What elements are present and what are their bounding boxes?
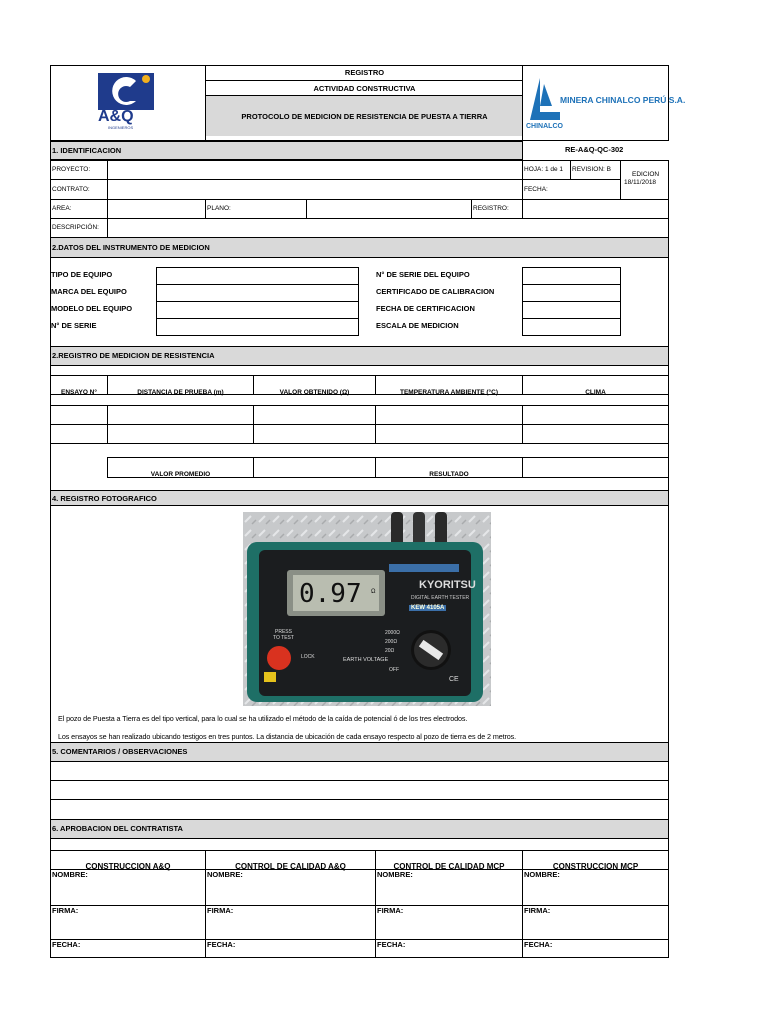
col-distancia-label: DISTANCIA DE PRUEBA (m) <box>137 389 224 396</box>
section-foto <box>50 490 669 506</box>
comentarios-line-1[interactable] <box>50 761 669 781</box>
edicion-cell <box>620 160 669 200</box>
logo-left-sub: INGENIEROS <box>108 125 134 130</box>
fecha-label-3: FECHA: <box>524 940 553 949</box>
fecha-field-3[interactable] <box>522 939 669 958</box>
contrato-field[interactable] <box>107 179 523 200</box>
aq-logo <box>96 71 156 131</box>
to-test-label: TO TEST <box>273 635 294 641</box>
section-foto-title: 4. REGISTRO FOTOGRAFICO <box>52 494 157 503</box>
actividad-cell <box>206 81 523 96</box>
aprob-col-2-label: CONTROL DE CALIDAD MCP <box>393 862 505 871</box>
registro-label-cell <box>471 199 523 219</box>
registro-field-label: REGISTRO: <box>473 205 509 212</box>
valor-promedio-field[interactable] <box>253 457 376 478</box>
table-cell[interactable] <box>107 405 254 425</box>
instrumento-right-label-3: ESCALA DE MEDICION <box>376 321 459 330</box>
hoja-cell <box>522 160 571 180</box>
table-row[interactable] <box>50 424 108 444</box>
range-label-1: 2000Ω <box>385 630 400 636</box>
escala-field[interactable] <box>522 318 621 336</box>
protocolo-cell <box>206 96 523 136</box>
registro-field[interactable] <box>522 199 669 219</box>
col-valor-label: VALOR OBTENIDO (Ω) <box>279 389 350 396</box>
col-clima-label: CLIMA <box>585 389 606 396</box>
col-temperatura-label: TEMPERATURA AMBIENTE (°C) <box>399 389 499 396</box>
foto-text-1: El pozo de Puesta a Tierra es del tipo vertical, para lo cual se ha utilizado el método de la caída de potencial ó de los tres electrodos. <box>58 714 468 723</box>
code-cell <box>522 141 669 160</box>
aprob-col-2 <box>375 850 523 870</box>
firma-field-3[interactable] <box>522 905 669 940</box>
col-valor <box>253 375 376 395</box>
section-instrumento-title: 2.DATOS DEL INSTRUMENTO DE MEDICION <box>52 243 210 252</box>
tipo-equipo-field[interactable] <box>156 267 359 285</box>
col-ensayo-label: ENSAYO N° <box>61 389 97 396</box>
area-label: AREA: <box>52 205 72 212</box>
section-medicion <box>50 346 669 366</box>
area-field[interactable] <box>107 199 206 219</box>
logo-right-sub: CHINALCO <box>526 123 563 130</box>
revision-cell <box>570 160 621 180</box>
col-distancia <box>107 375 254 395</box>
aprob-col-0-label: CONSTRUCCION A&Q <box>85 862 171 871</box>
proyecto-field[interactable] <box>107 160 523 180</box>
off-label: OFF <box>389 667 399 673</box>
contrato-label-cell <box>50 179 108 200</box>
instrumento-left-label-0: TIPO DE EQUIPO <box>51 270 113 279</box>
table-cell[interactable] <box>253 424 376 444</box>
brand-label: KYORITSU <box>419 579 476 591</box>
ce-label: CE <box>449 676 459 683</box>
aprob-col-1 <box>205 850 376 870</box>
firma-label-3: FIRMA: <box>524 906 551 915</box>
instrumento-left-label-2: MODELO DEL EQUIPO <box>51 304 133 313</box>
comentarios-line-2[interactable] <box>50 780 669 800</box>
valor-promedio-cell <box>107 457 254 478</box>
table-cell[interactable] <box>375 424 523 444</box>
certificado-field[interactable] <box>522 284 621 302</box>
fecha-field-2[interactable] <box>375 939 523 958</box>
fecha-field-0[interactable] <box>50 939 206 958</box>
firma-label-0: FIRMA: <box>52 906 79 915</box>
earth-voltage-label: EARTH VOLTAGE <box>343 657 389 663</box>
hoja-label: HOJA: 1 de 1 <box>524 166 564 173</box>
serie-equipo-field[interactable] <box>522 267 621 285</box>
chinalco-logo <box>526 76 686 134</box>
area-label-cell <box>50 199 108 219</box>
resultado-label: RESULTADO <box>429 471 469 478</box>
nombre-label-3: NOMBRE: <box>524 870 560 879</box>
comentarios-line-3[interactable] <box>50 799 669 820</box>
table-cell[interactable] <box>375 405 523 425</box>
descripcion-field[interactable] <box>107 218 669 238</box>
instrumento-left-label-1: MARCA DEL EQUIPO <box>51 287 127 296</box>
section-comentarios <box>50 742 669 762</box>
table-cell[interactable] <box>253 405 376 425</box>
fecha-cell[interactable] <box>522 179 621 200</box>
col-clima <box>522 375 669 395</box>
firma-field-1[interactable] <box>205 905 376 940</box>
actividad-label: ACTIVIDAD CONSTRUCTIVA <box>313 84 416 93</box>
model-line-label: DIGITAL EARTH TESTER <box>411 595 470 601</box>
descripcion-label: DESCRIPCIÓN: <box>52 224 99 231</box>
chinalco-logo-icon <box>526 76 562 122</box>
nombre-label-0: NOMBRE: <box>52 870 88 879</box>
plano-label-cell <box>205 199 307 219</box>
document-code: RE-A&Q-QC-302 <box>565 145 624 154</box>
section-comentarios-title: 5. COMENTARIOS / OBSERVACIONES <box>52 747 188 756</box>
edicion-fecha: 18/11/2018 <box>624 179 657 186</box>
registro-cell <box>206 65 523 81</box>
firma-label-2: FIRMA: <box>377 906 404 915</box>
section-medicion-title: 2.REGISTRO DE MEDICION DE RESISTENCIA <box>52 351 215 360</box>
contrato-label: CONTRATO: <box>52 186 90 193</box>
nombre-label-2: NOMBRE: <box>377 870 413 879</box>
n-serie-field[interactable] <box>156 318 359 336</box>
firma-field-0[interactable] <box>50 905 206 940</box>
revision-label: REVISION: B <box>572 166 612 173</box>
section-identificacion-title: 1. IDENTIFICACION <box>52 146 122 155</box>
instrumento-left-label-3: N° DE SERIE <box>51 321 97 330</box>
protocolo-title: PROTOCOLO DE MEDICION DE RESISTENCIA DE PUESTA A TIERRA <box>241 112 488 121</box>
firma-field-2[interactable] <box>375 905 523 940</box>
instrumento-right-label-0: N° DE SERIE DEL EQUIPO <box>376 270 470 279</box>
fecha-label-1: FECHA: <box>207 940 236 949</box>
fecha-label-0: FECHA: <box>52 940 81 949</box>
nombre-label-1: NOMBRE: <box>207 870 243 879</box>
nombre-field-0[interactable] <box>50 869 206 906</box>
press-label: PRESS <box>275 629 292 635</box>
resultado-cell <box>375 457 523 478</box>
display-unit: Ω <box>371 589 376 595</box>
edicion-label: EDICION <box>632 171 660 178</box>
firma-label-1: FIRMA: <box>207 906 234 915</box>
registro-label: REGISTRO <box>344 68 385 77</box>
fecha-label: FECHA: <box>524 186 548 193</box>
modelo-equipo-field[interactable] <box>156 301 359 319</box>
aprob-col-3-label: CONSTRUCCION MCP <box>552 862 639 871</box>
foto-text-2: Los ensayos se han realizado ubicando testigos en tres puntos. La distancia de ubicación de cada ensayo respecto al pozo de tierra es de 2 metros. <box>58 732 517 741</box>
nombre-field-1[interactable] <box>205 869 376 906</box>
col-temperatura <box>375 375 523 395</box>
plano-field[interactable] <box>306 199 472 219</box>
nombre-field-2[interactable] <box>375 869 523 906</box>
earth-tester-photo <box>243 512 491 706</box>
instrumento-right-label-1: CERTIFICADO DE CALIBRACION <box>376 287 495 296</box>
section-aprobacion-title: 6. APROBACION DEL CONTRATISTA <box>52 824 183 833</box>
section-instrumento <box>50 237 669 258</box>
fecha-label-2: FECHA: <box>377 940 406 949</box>
range-label-3: 20Ω <box>385 648 395 654</box>
aprob-col-3 <box>522 850 669 870</box>
model-label: KEW 4105A <box>411 605 445 611</box>
lock-label: LOCK <box>301 654 315 660</box>
table-cell[interactable] <box>107 424 254 444</box>
display-value: 0.97 <box>299 579 362 609</box>
section-aprobacion <box>50 819 669 839</box>
proyecto-label: PROYECTO: <box>52 166 91 173</box>
fecha-field-1[interactable] <box>205 939 376 958</box>
valor-promedio-label: VALOR PROMEDIO <box>150 471 211 478</box>
marca-equipo-field[interactable] <box>156 284 359 302</box>
resultado-field[interactable] <box>522 457 669 478</box>
logo-right-text: MINERA CHINALCO PERÚ S.A. <box>560 95 686 105</box>
instrumento-right-label-2: FECHA DE CERTIFICACION <box>376 304 475 313</box>
plano-label: PLANO: <box>207 205 231 212</box>
descripcion-label-cell <box>50 218 108 238</box>
logo-left-text: A&Q <box>98 108 134 125</box>
range-label-2: 200Ω <box>385 639 398 645</box>
aprob-col-0 <box>50 850 206 870</box>
col-ensayo <box>50 375 108 395</box>
proyecto-label-cell <box>50 160 108 180</box>
table-cell[interactable] <box>522 424 669 444</box>
fecha-cert-field[interactable] <box>522 301 621 319</box>
table-cell[interactable] <box>522 405 669 425</box>
nombre-field-3[interactable] <box>522 869 669 906</box>
aprob-col-1-label: CONTROL DE CALIDAD A&Q <box>235 862 346 871</box>
table-row[interactable] <box>50 405 108 425</box>
